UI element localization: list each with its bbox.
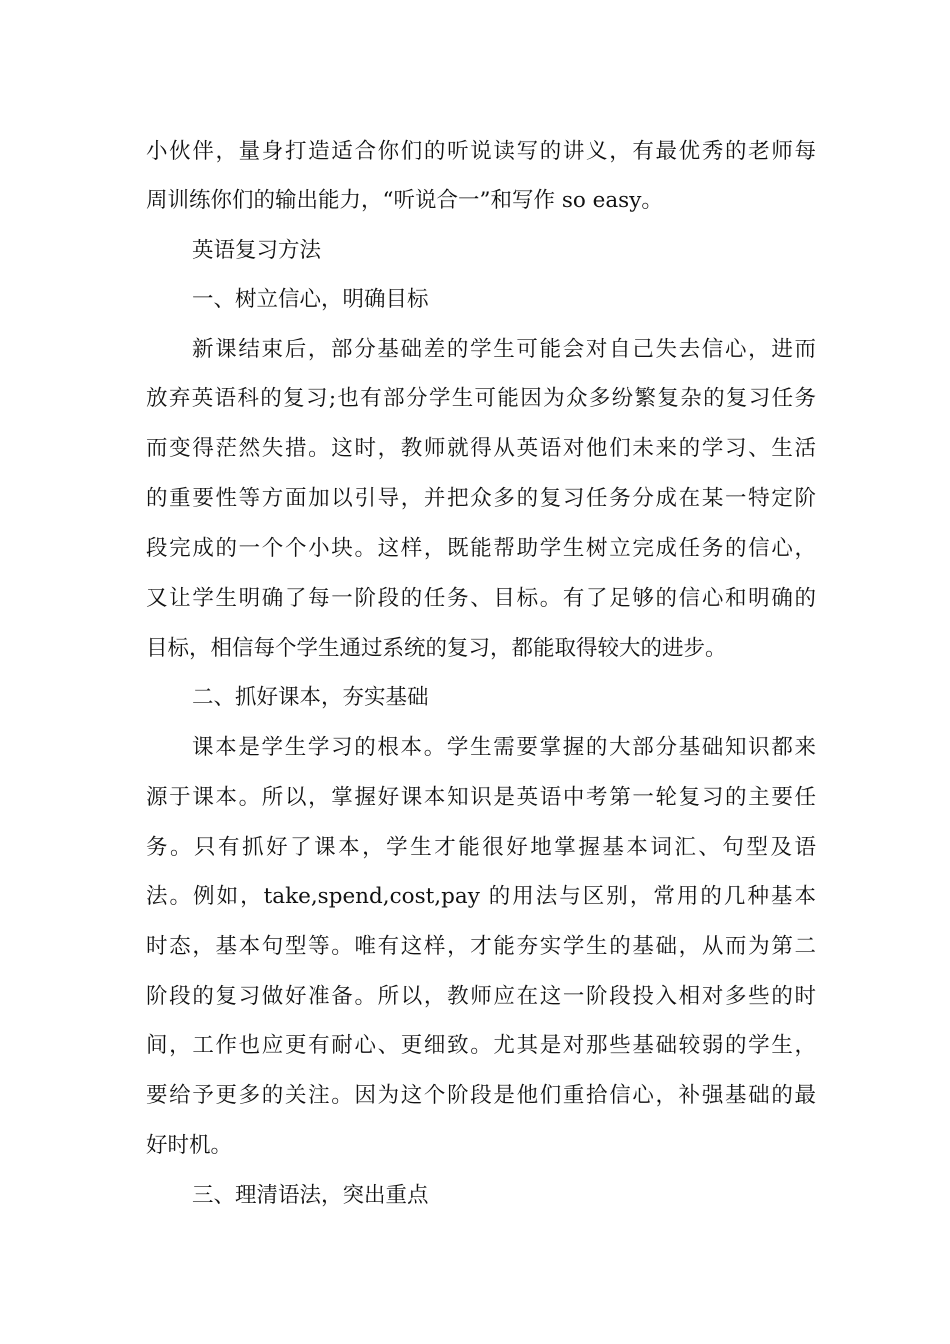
text-line: 周训练你们的输出能力，“听说合一”和写作 so easy。	[146, 188, 663, 213]
text-line: 务。只有抓好了课本，学生才能很好地掌握基本词汇、句型及语	[146, 835, 816, 860]
text-line: 又让学生明确了每一阶段的任务、目标。有了足够的信心和明确的	[146, 586, 816, 611]
text-line: 新课结束后，部分基础差的学生可能会对自己失去信心，进而	[192, 337, 816, 362]
text-line: 源于课本。所以，掌握好课本知识是英语中考第一轮复习的主要任	[146, 785, 816, 810]
text-line: 阶段的复习做好准备。所以，教师应在这一阶段投入相对多些的时	[146, 984, 816, 1009]
text-line: 时态，基本句型等。唯有这样，才能夯实学生的基础，从而为第二	[146, 934, 816, 959]
text-line: 要给予更多的关注。因为这个阶段是他们重拾信心，补强基础的最	[146, 1083, 816, 1108]
text-line: 而变得茫然失措。这时，教师就得从英语对他们未来的学习、生活	[146, 436, 816, 461]
text-line: 间，工作也应更有耐心、更细致。尤其是对那些基础较弱的学生，	[146, 1033, 816, 1058]
section-heading: 二、抓好课本，夯实基础	[192, 685, 429, 710]
text-line: 放弃英语科的复习;也有部分学生可能因为众多纷繁复杂的复习任务	[146, 386, 816, 411]
text-line: 段完成的一个个小块。这样，既能帮助学生树立完成任务的信心，	[146, 536, 816, 561]
text-line: 法。例如，take,spend,cost,pay 的用法与区别，常用的几种基本	[146, 884, 816, 909]
text-line: 小伙伴，量身打造适合你们的听说读写的讲义，有最优秀的老师每	[146, 139, 816, 164]
text-line: 的重要性等方面加以引导，并把众多的复习任务分成在某一特定阶	[146, 486, 816, 511]
text-line: 课本是学生学习的根本。学生需要掌握的大部分基础知识都来	[192, 735, 816, 760]
section-title: 英语复习方法	[192, 238, 322, 263]
text-line: 目标，相信每个学生通过系统的复习，都能取得较大的进步。	[146, 636, 727, 661]
section-heading: 三、理清语法，突出重点	[192, 1183, 429, 1208]
section-heading: 一、树立信心，明确目标	[192, 287, 429, 312]
text-line: 好时机。	[146, 1133, 233, 1158]
